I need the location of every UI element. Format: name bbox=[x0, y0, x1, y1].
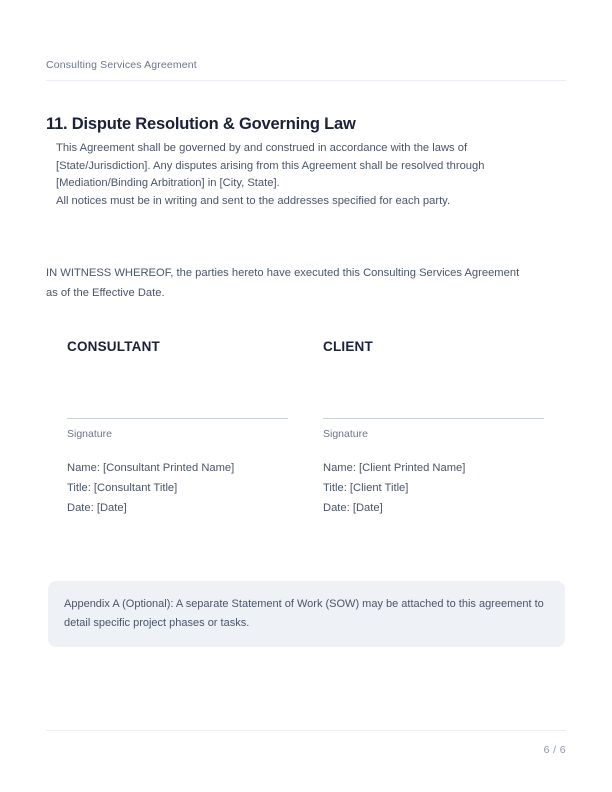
signature-caption-consultant: Signature bbox=[67, 428, 112, 440]
footer-divider bbox=[46, 730, 566, 731]
field-date-consultant: Date: [Date] bbox=[67, 502, 127, 514]
field-date-client: Date: [Date] bbox=[323, 502, 383, 514]
section-body bbox=[56, 140, 556, 210]
signature-column-client bbox=[323, 338, 544, 518]
signature-fields-client bbox=[323, 458, 544, 518]
field-name-client: Name: [Client Printed Name] bbox=[323, 462, 466, 474]
field-title-client: Title: [Client Title] bbox=[323, 482, 409, 494]
witness-text: IN WITNESS WHEREOF, the parties hereto have executed this Consulting Services Agreement as of the Effective Date. bbox=[46, 267, 520, 299]
witness-block bbox=[46, 264, 526, 303]
page-number: 6 / 6 bbox=[543, 744, 566, 756]
section-paragraph-2: All notices must be in writing and sent to the addresses specified for each party. bbox=[56, 194, 451, 207]
party-title-consultant: CONSULTANT bbox=[67, 339, 160, 354]
document-footer bbox=[46, 730, 566, 757]
appendix-callout bbox=[48, 581, 565, 647]
signature-column-consultant bbox=[67, 338, 288, 518]
signature-fields-consultant bbox=[67, 458, 288, 518]
appendix-callout-text: Appendix A (Optional): A separate Statement of Work (SOW) may be attached to this agreement to detail specific project phases or tasks. bbox=[64, 598, 544, 629]
field-name-consultant: Name: [Consultant Printed Name] bbox=[67, 462, 235, 474]
document-header-title: Consulting Services Agreement bbox=[46, 59, 197, 71]
section-heading: 11. Dispute Resolution & Governing Law bbox=[46, 115, 356, 134]
party-title-client: CLIENT bbox=[323, 339, 373, 354]
signature-caption-client: Signature bbox=[323, 428, 368, 440]
signature-line-consultant[interactable] bbox=[67, 418, 288, 419]
signature-line-client[interactable] bbox=[323, 418, 544, 419]
header-divider bbox=[46, 80, 566, 81]
section-paragraph-1: This Agreement shall be governed by and construed in accordance with the laws of [State/Jurisdiction]. Any disputes arising from this Agreement shall be resolved through [Mediation/Binding Arbitration] in [City, State]. bbox=[56, 142, 485, 190]
field-title-consultant: Title: [Consultant Title] bbox=[67, 482, 178, 494]
document-header bbox=[46, 58, 566, 81]
signature-area bbox=[67, 338, 545, 518]
